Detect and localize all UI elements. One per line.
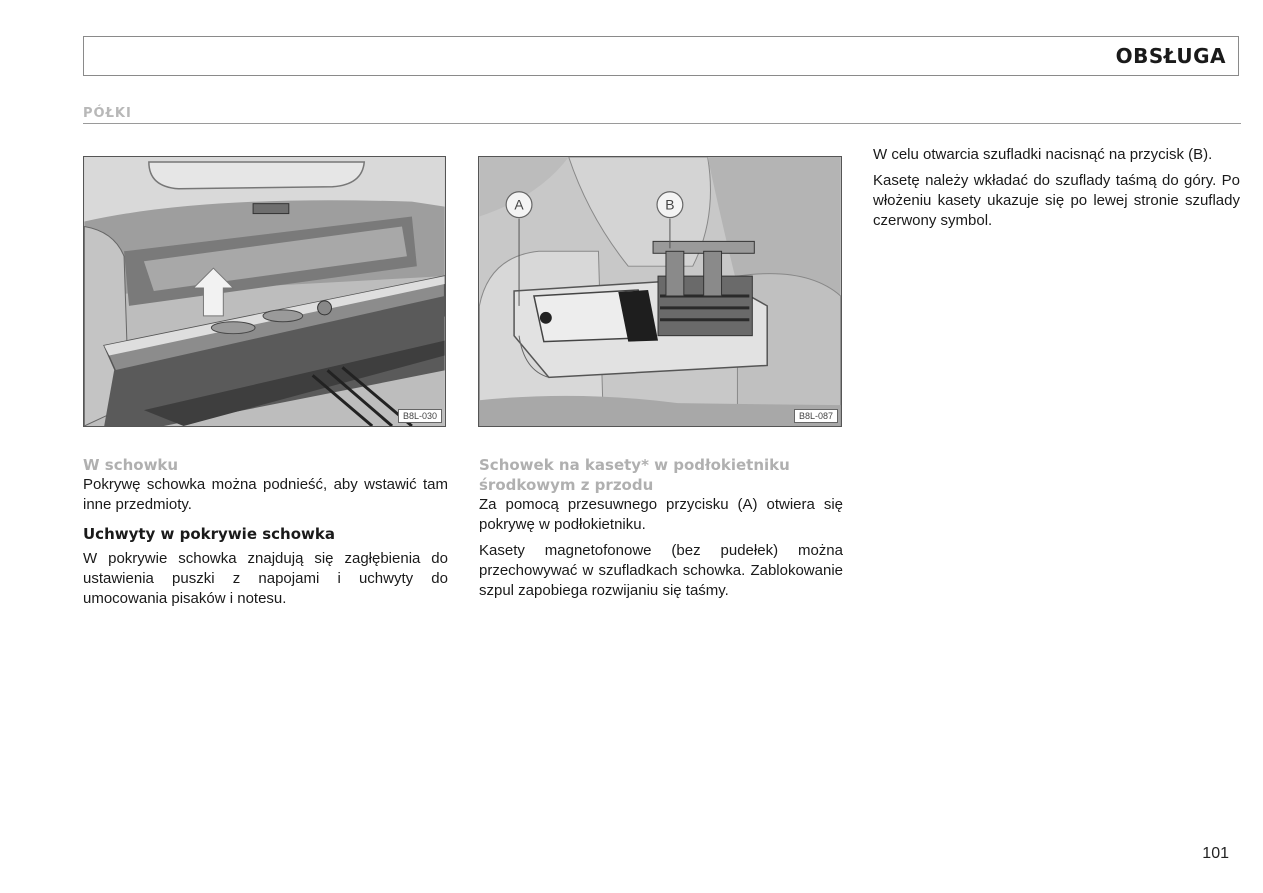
armrest-drawing: [479, 157, 841, 426]
armrest-cassette-illustration: [478, 156, 842, 427]
page-number: 101: [1202, 845, 1229, 862]
glovebox-heading: W schowku: [83, 456, 179, 474]
figure-code: B8L-030: [398, 409, 442, 423]
header-box: [83, 36, 1239, 76]
lid-holders-paragraph: W pokrywie schowka znajdują się zagłębienia do ustawienia puszki z napojami i uchwyty do umocowania pisaków i notesu.: [83, 550, 448, 607]
drawer-paragraph-2: Kasetę należy wkładać do szuflady taśmą do góry. Po włożeniu kasety ukazuje się po lewej stronie szuflady czerwony symbol.: [873, 172, 1240, 229]
section-divider: [83, 123, 1241, 124]
glovebox-drawing: [84, 157, 445, 426]
marker-a-label: [506, 192, 532, 218]
section-label: PÓŁKI: [83, 106, 132, 121]
marker-a: A: [514, 196, 524, 213]
marker-b: B: [665, 196, 675, 213]
column-drawer-instructions: [873, 145, 1240, 237]
marker-b-label: [657, 192, 683, 218]
column-glovebox: [83, 455, 448, 615]
cassette-box-paragraph-1: Za pomocą przesuwnego przycisku (A) otwiera się pokrywę w podłokietniku.: [479, 496, 843, 533]
cassette-box-paragraph-2: Kasety magnetofonowe (bez pudełek) można przechowywać w szufladkach schowka. Zablokowanie szpul zapobiega rozwijaniu się taśmy.: [479, 542, 843, 599]
glovebox-paragraph: Pokrywę schowka można podnieść, aby wstawić tam inne przedmioty.: [83, 476, 448, 513]
lid-holders-heading: Uchwyty w pokrywie schowka: [83, 525, 335, 543]
glovebox-illustration: [83, 156, 446, 427]
figure-code: B8L-087: [794, 409, 838, 423]
page-header-title: OBSŁUGA: [1115, 44, 1226, 68]
column-cassette-box: [479, 455, 843, 607]
drawer-paragraph-1: W celu otwarcia szufladki nacisnąć na przycisk (B).: [873, 146, 1213, 163]
cassette-box-heading: Schowek na kasety* w podłokietniku środkowym z przodu: [479, 456, 790, 494]
